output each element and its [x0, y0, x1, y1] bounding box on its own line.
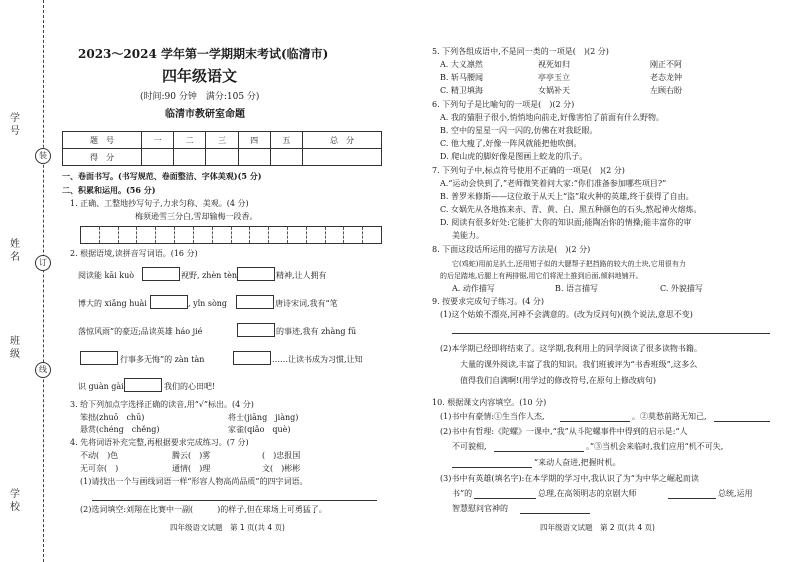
q10-sub-1: (1)书中有豪情:①生当作人杰,: [440, 412, 545, 421]
q4-item-f[interactable]: 文( )彬彬: [262, 464, 301, 473]
q4-item-b[interactable]: 腾云( )雾: [172, 451, 211, 460]
answer-line[interactable]: [474, 498, 536, 499]
q2-line2-c: 唐诗宋词,我有“笔: [275, 299, 338, 308]
score-cell[interactable]: [270, 149, 302, 166]
q5-a-3: 刚正不阿: [650, 60, 682, 69]
q7-option-d-cont: 美能力。: [452, 231, 484, 240]
q2-line4-a: 行事多无悔”的 zàn tàn: [120, 355, 205, 364]
binding-mark-ding: 订: [35, 255, 51, 271]
q5-prompt: 5. 下列各组成语中,不是同一类的一项是( )(2 分): [432, 47, 609, 56]
q8-option-a[interactable]: A. 动作描写: [452, 284, 495, 293]
q10-sub-3-b: 书”的: [452, 489, 473, 498]
q10-sub-2-c: 。”③当机会来临时,我们应用“机不可失,: [586, 442, 724, 451]
q6-option-a[interactable]: A. 我的猫胆子很小,悄悄地向前走,好像害怕了前面有什么野物。: [440, 113, 664, 122]
q7-option-d[interactable]: D. 阅读有很多好处:它能扩大你的知识面;能陶冶你的情操;能丰富你的审: [440, 218, 692, 227]
q4-sub-2: (2)选词填空:刘翔在比赛中一副( )的样子,但在球场上可勇猛了。: [80, 505, 327, 514]
score-row-label: 得 分: [63, 149, 142, 166]
q10-sub-2: (2)书中有哲理:《陀螺》一课中,“我”从斗陀螺事件中得到的启示是:“人: [440, 427, 688, 436]
score-table: [62, 131, 382, 166]
q3-item-a[interactable]: 笨拙(zhuō chū): [80, 413, 145, 422]
answer-line[interactable]: [452, 467, 532, 468]
score-cell[interactable]: [206, 149, 238, 166]
q2-prompt: 2. 根据语境,读拼音写词语。(16 分): [70, 249, 198, 258]
answer-line[interactable]: [560, 421, 630, 422]
answer-line[interactable]: [714, 421, 770, 422]
page-1-footer: 四年级语文试题 第 1 页(共 4 页): [170, 523, 285, 532]
binding-mark-zhuang: 装: [35, 148, 51, 164]
binding-line: [43, 0, 44, 562]
section-1-heading: 一、卷面书写。(书写规范、卷面整洁、字体美观)(5 分): [62, 171, 262, 181]
q3-prompt: 3. 给下列加点字选择正确的读音,用“√”标出。(4 分): [70, 400, 254, 409]
q3-item-b[interactable]: 将士(jiāng jiàng): [228, 413, 299, 422]
q8-passage-2: 的后足踏地,后腿上有两排锯,用它们将泥土推到后面,倾斜地铺开。: [440, 272, 643, 280]
score-header-label: 题 号: [63, 132, 142, 149]
q4-sub-1: (1)请找出一个与画线词语一样“形容人物高尚品质”的四字词语。: [80, 477, 308, 486]
answer-line[interactable]: [452, 333, 770, 334]
score-header-1: 一: [142, 132, 174, 149]
q2-line5-a: 识 guàn gài: [78, 382, 124, 391]
q2-answer-box[interactable]: [233, 351, 271, 365]
time-info: (时间:90 分钟 满分:105 分): [140, 92, 260, 102]
q10-sub-3: (3)书中有英雄(填名字):在本学期的学习中,我认识了为“为中华之崛起而读: [440, 474, 699, 483]
q3-item-d[interactable]: 家雀(qiǎo què): [228, 425, 291, 434]
q2-line2-a: 博大的 xiǎng huài: [78, 299, 147, 308]
q9-sub-2-a: (2)本学期已经即将结束了。这学期,我利用上的同学阅读了很多读物书籍。: [440, 344, 702, 353]
q5-a-2: 视死如归: [538, 60, 570, 69]
q2-answer-box[interactable]: [142, 267, 180, 281]
q8-passage-1: 它(鸡蛇)用前足扒土,还用钳子似的大腮帮子把挡路的较大的土块,它用很有力: [452, 260, 686, 268]
score-cell[interactable]: [174, 149, 206, 166]
q10-prompt: 10. 根据课文内容填空。(10 分): [432, 398, 547, 407]
class-label: 班 级: [10, 336, 20, 360]
answer-line[interactable]: [92, 500, 377, 501]
answer-line[interactable]: [668, 498, 716, 499]
q2-line1-c: 精神,让人拥有: [276, 271, 327, 280]
q8-prompt: 8. 下面这段话所运用的描写方法是( )(2 分): [432, 245, 591, 254]
subject-title: 四年级语文: [162, 67, 238, 85]
q10-sub-3-c: 总理,在高领明志的京剧大师: [538, 489, 637, 498]
page-2-footer: 四年级语文试题 第 2 页(共 4 页): [540, 523, 655, 532]
q6-option-b[interactable]: B. 空中的星星一闪一闪的,仿佛在对我眨眼。: [440, 126, 598, 135]
q2-line1-b: 视野, zhèn tèn: [181, 271, 237, 280]
q2-answer-box[interactable]: [150, 295, 188, 309]
score-cell[interactable]: [142, 149, 174, 166]
score-header-4: 四: [238, 132, 270, 149]
q4-prompt: 4. 先将词语补充完整,再根据要求完成练习。(7 分): [70, 438, 249, 447]
q9-sub-2-b: 大量的课外阅读,丰富了我的知识。我们班被评为“书香班级”,这多么: [460, 360, 698, 369]
q5-a-1: A. 大义凛然: [440, 60, 483, 69]
score-header-total: 总 分: [302, 132, 381, 149]
q2-answer-box[interactable]: [237, 267, 275, 281]
score-header-5: 五: [270, 132, 302, 149]
q6-prompt: 6. 下列句子是比喻句的一项是( )(2 分): [432, 100, 575, 109]
q9-prompt: 9. 按要求完成句子练习。(4 分): [432, 297, 545, 306]
q2-line3-a: 落惊风雨”的豪迈;品读英雄 háo jié: [78, 327, 203, 336]
q1-writing-grid[interactable]: [80, 226, 382, 244]
student-id-label: 学 号: [10, 113, 20, 137]
q10-sub-3-d: 总统,运用: [718, 489, 753, 498]
q5-b-2: 亭亭玉立: [538, 73, 570, 82]
q10-sub-2-b: 不可貌相,: [452, 442, 487, 451]
q2-answer-box[interactable]: [236, 295, 274, 309]
q10-sub-2-d: ”来动人奋进,把握时机。: [534, 458, 621, 467]
q10-sub-1-b: 。②莫愁前路无知己,: [632, 412, 707, 421]
q2-line5-b: 我们的心田吧!: [164, 382, 216, 391]
exam-title: 2023～2024 学年第一学期期末考试(临清市): [78, 47, 329, 61]
q4-item-a[interactable]: 不动( )色: [80, 451, 119, 460]
q2-line3-b: 的事迹,我有 zhàng fū: [276, 327, 357, 336]
q2-line1-a: 阅读能 kāi kuò: [78, 271, 135, 280]
q9-sub-1: (1)这个姑娘不漂亮,河神不会满意的。(改为反问句)(换个说法,意思不变): [440, 310, 693, 319]
q4-item-d[interactable]: 无可奈( ): [80, 464, 119, 473]
score-cell[interactable]: [238, 149, 270, 166]
q7-prompt: 7. 下列句子中,标点符号使用不正确的一项是( )(2 分): [432, 166, 625, 175]
q2-answer-box[interactable]: [124, 378, 162, 392]
q6-option-c[interactable]: C. 他大瘦了,好像一阵风就能把他吹倒。: [440, 139, 582, 148]
answer-line[interactable]: [494, 451, 584, 452]
q5-b-1: B. 斩马腰闻: [440, 73, 483, 82]
q9-sub-2-c: 值得我们自满啊!(用学过的修改符号,在原句上修改病句): [460, 376, 656, 385]
q1-text: 梅须逊雪三分白,雪却输梅一段香。: [135, 212, 258, 221]
q10-sub-3-e: 智慧慰问官神的: [452, 504, 508, 513]
q5-c-1: C. 精卫填海: [440, 86, 483, 95]
q8-option-b[interactable]: B. 语言描写: [555, 284, 598, 293]
binding-mark-xian: 线: [35, 362, 51, 378]
score-cell[interactable]: [302, 149, 381, 166]
answer-line[interactable]: [520, 513, 590, 514]
q2-line4-b: ……让读书成为习惯,让知: [272, 355, 363, 364]
q4-item-e[interactable]: 通情( )理: [172, 464, 211, 473]
q8-option-c[interactable]: C. 外貌描写: [660, 284, 703, 293]
q5-c-3: 左顾右盼: [650, 86, 682, 95]
q2-answer-box[interactable]: [80, 351, 118, 365]
school-label: 学 校: [10, 489, 20, 513]
q2-line2-b: , yǐn sòng: [188, 299, 228, 308]
q2-answer-box[interactable]: [237, 323, 275, 337]
q6-option-d[interactable]: D. 爬山虎的脚好像是图画上蛟龙的爪子。: [440, 152, 588, 161]
issuer: 临清市教研室命题: [165, 109, 245, 120]
q3-item-c[interactable]: 悬赏(chéng chěng): [80, 425, 160, 434]
q1-prompt: 1. 正确、工整地抄写句子,力求匀称、美观。(4 分): [70, 199, 249, 208]
score-header-2: 二: [174, 132, 206, 149]
section-2-heading: 二、积累和运用。(56 分): [62, 185, 156, 195]
q5-c-2: 女娲补天: [538, 86, 570, 95]
q7-option-a[interactable]: A.“运动会快到了,”老师微笑着问大家:“你们准备参加哪些项目?”: [440, 179, 667, 188]
score-header-3: 三: [206, 132, 238, 149]
name-label: 姓 名: [10, 239, 20, 263]
q7-option-c[interactable]: C. 女娲先从各地拣来赤、青、黄、白、黑五种颜色的石头,熬起神火熔炼。: [440, 205, 702, 214]
q4-item-c[interactable]: ( )忠报国: [262, 451, 301, 460]
binding-margin: [0, 0, 60, 562]
q5-b-3: 老态龙钟: [650, 73, 682, 82]
q7-option-b[interactable]: B. 普罗米修斯——这位敢于从天上“盗”取火种的英雄,终于获得了自由。: [440, 192, 694, 201]
